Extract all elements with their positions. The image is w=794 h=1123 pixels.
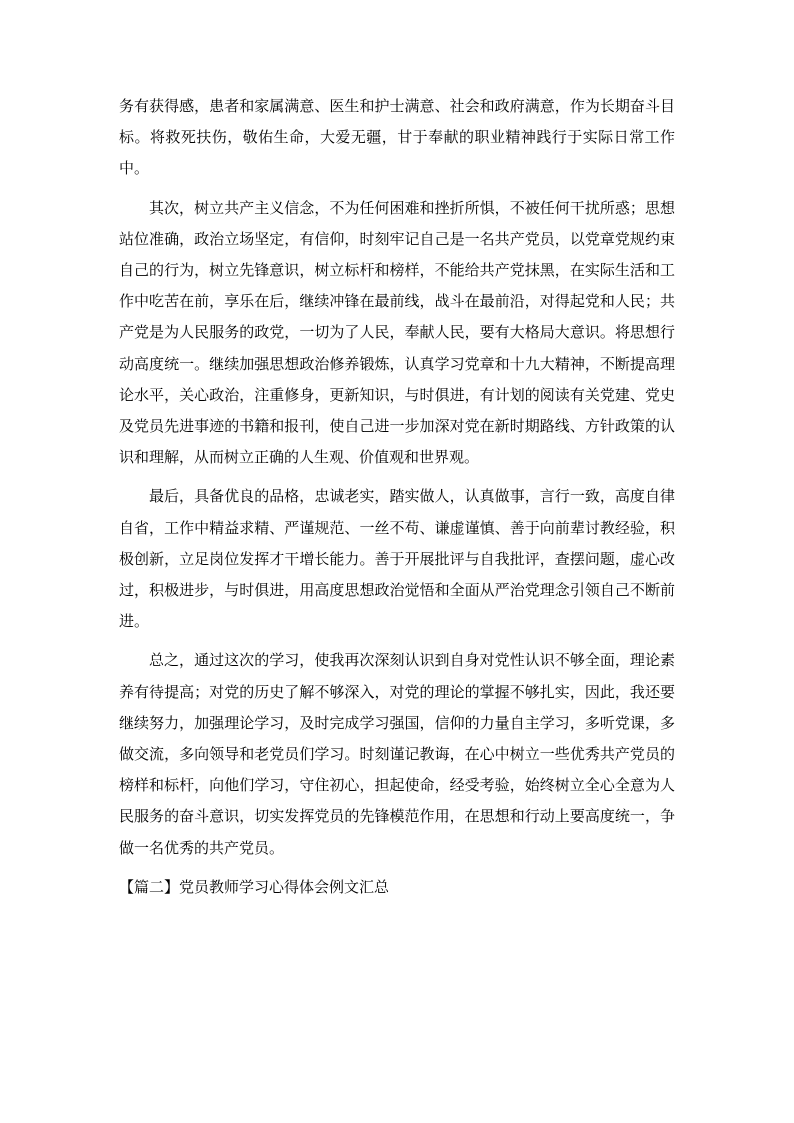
paragraph-finally: 最后，具备优良的品格，忠诚老实，踏实做人，认真做事，言行一致，高度自律自省，工作中精益求精、严谨规范、一丝不苟、谦虚谨慎、善于向前辈讨教经验，积极创新，立足岗位发挥才干增长能力。善于开展批评与自我批评，查摆问题，虚心改过，积极进步，与时俱进，用高度思想政治觉悟和全面从严治党理念引领自己不断前进。 <box>119 487 675 631</box>
paragraph-secondly: 其次，树立共产主义信念，不为任何困难和挫折所惧，不被任何干扰所惑；思想站位准确，政治立场坚定，有信仰，时刻牢记自己是一名共产党员，以党章党规约束自己的行为，树立先锋意识，树立标杆和榜样，不能给共产党抹黑，在实际生活和工作中吃苦在前，享乐在后，继续冲锋在最前线，战斗在最前沿，对得起党和人民；共产党是为人民服务的政党，一切为了人民，奉献人民，要有大格局大意识。将思想行动高度统一。继续加强思想政治修养锻炼，认真学习党章和十九大精神，不断提高理论水平，关心政治，注重修身，更新知识，与时俱进，有计划的阅读有关党建、党史及党员先进事迹的书籍和报刊，使自己进一步加深对党在新时期路线、方针政策的认识和理解，从而树立正确的人生观、价值观和世界观。 <box>119 198 675 467</box>
paragraph-conclusion: 总之，通过这次的学习，使我再次深刻认识到自身对党性认识不够全面，理论素养有待提高；对党的历史了解不够深入，对党的理论的掌握不够扎实，因此，我还要继续努力，加强理论学习，及时完成学习强国，信仰的力量自主学习，多听党课，多做交流，多向领导和老党员们学习。时刻谨记教诲，在心中树立一些优秀共产党员的榜样和标杆，向他们学习，守住初心，担起使命，经受考验，始终树立全心全意为人民服务的奋斗意识，切实发挥党员的先锋模范作用，在思想和行动上要高度统一，争做一名优秀的共产党员。 <box>119 651 675 857</box>
document-page <box>119 91 675 903</box>
paragraph-continuation: 务有获得感，患者和家属满意、医生和护士满意、社会和政府满意，作为长期奋斗目标。将救死扶伤，敬佑生命，大爱无疆，甘于奉献的职业精神践行于实际日常工作中。 <box>119 97 675 178</box>
section-heading: 【篇二】党员教师学习心得体会例文汇总 <box>119 877 390 896</box>
